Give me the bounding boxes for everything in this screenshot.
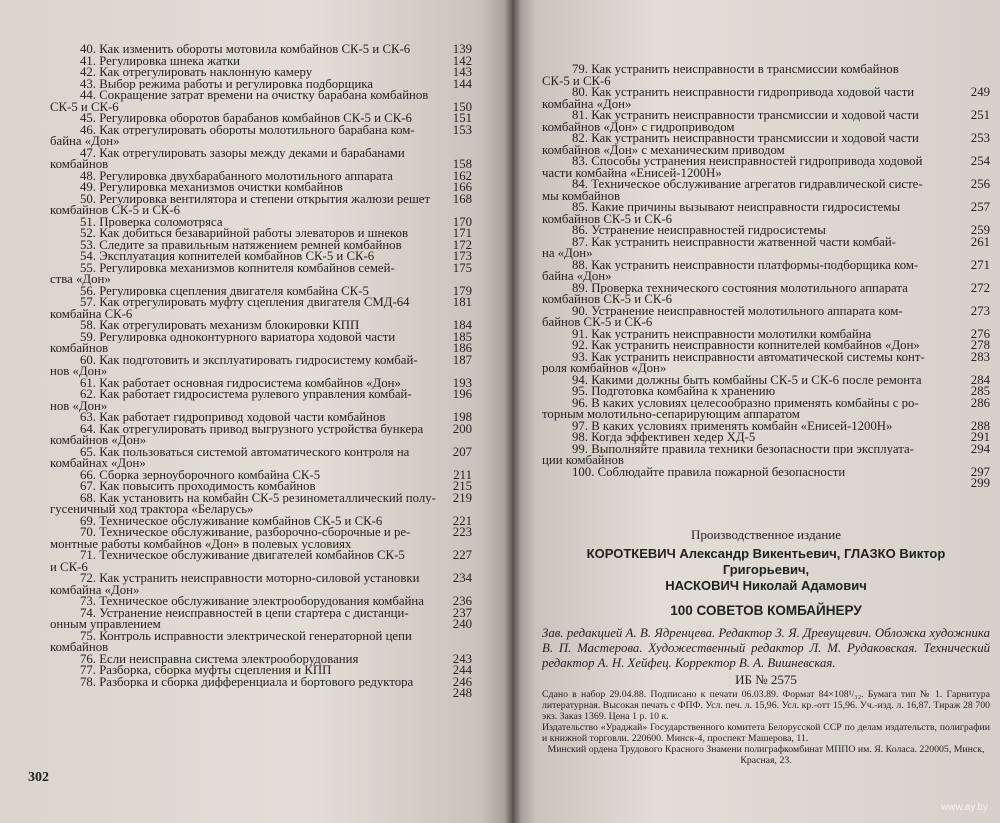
- toc-entry-page: 257: [970, 200, 990, 214]
- toc-entry: [16, 191, 472, 206]
- toc-entry: [16, 539, 472, 551]
- toc-entry-page: 215: [452, 479, 472, 493]
- toc-entry-title: части комбайна «Енисей-1200Н»: [542, 167, 722, 179]
- toc-entry-title: 89. Проверка технического состояния молотильного аппарата: [572, 282, 908, 294]
- toc-entry: [16, 458, 472, 470]
- toc-entry-title: 52. Как добиться безаварийной работы элеваторов и шнеков: [80, 228, 409, 240]
- toc-entry: [542, 64, 990, 76]
- toc-entry-title: 55. Регулировка механизмов копнителя комбайнов семей-: [80, 262, 395, 274]
- toc-entry-page: 256: [970, 177, 990, 191]
- toc-entry-title: 51. Проверка соломотряса: [80, 216, 223, 228]
- toc-entry: [16, 168, 472, 183]
- toc-entry-page: 196: [452, 387, 472, 401]
- toc-entry: [542, 432, 990, 444]
- toc-entry-title: 44. Сокращение затрат времени на очистку барабана комбайнов: [80, 90, 429, 102]
- toc-entry-page: 211: [453, 467, 472, 482]
- toc-entry: [16, 642, 472, 654]
- toc-entry-title: СК-5 и СК-6: [50, 101, 119, 113]
- toc-entry: [542, 363, 990, 375]
- toc-entry: [542, 99, 990, 111]
- toc-entry: [16, 401, 472, 413]
- toc-entry-title: 76. Если неисправна система электрооборудования: [80, 653, 359, 665]
- toc-entry-page: 173: [452, 249, 472, 263]
- toc-entry-page: 273: [970, 303, 990, 318]
- toc-entry-title: мы комбайнов: [542, 190, 621, 202]
- toc-entry-title: 74. Устранение неисправностей в цепи стартера с дистанци-: [80, 607, 409, 619]
- toc-entry: [16, 550, 472, 562]
- toc-entry: [16, 159, 472, 171]
- toc-entry-page: 234: [452, 571, 472, 585]
- toc-entry: [16, 214, 472, 229]
- toc-entry: [16, 148, 472, 160]
- toc-entry-page: 219: [452, 490, 472, 505]
- toc-entry: [542, 294, 990, 306]
- toc-entry: [16, 651, 472, 666]
- toc-entry: [16, 274, 472, 286]
- toc-entry-title: нов «Дон»: [50, 366, 108, 378]
- toc-entry: [542, 133, 990, 145]
- toc-entry-title: 69. Техническое обслуживание комбайнов СК-5 и СК-6: [80, 515, 383, 527]
- toc-entry: [16, 605, 472, 620]
- toc-entry: [16, 444, 472, 459]
- toc-entry-page: 142: [452, 53, 472, 68]
- toc-entry-page: 286: [970, 395, 990, 410]
- toc-entry: [16, 412, 472, 424]
- toc-entry-title: торным молотильно-сепарирующим аппаратом: [542, 409, 800, 421]
- toc-entry-title: на «Дон»: [542, 248, 593, 260]
- toc-entry-page: 168: [452, 191, 472, 206]
- toc-entry-page: 285: [970, 384, 990, 398]
- toc-entry-page: 185: [452, 329, 472, 344]
- toc-entry-title: 75. Контроль исправности электрической генераторной цепи: [80, 630, 412, 642]
- toc-entry-title: онным управлением: [50, 619, 161, 631]
- toc-entry: [16, 297, 472, 309]
- toc-entry-title: 79. Как устранить неисправности в трансмиссии комбайнов: [572, 64, 899, 76]
- editors-credits: Зав. редакцией А. В. Ядренцева. Редактор З. Я. Древущевич. Обложка художника В. П. Мастерова. Художественный редактор Л. М. Рудаковская. Технический редактор А. Н. Хейфец. Корректор В. А. Вишневская.: [542, 625, 990, 670]
- toc-entry-title: и СК-6: [50, 561, 88, 573]
- toc-entry: [542, 280, 990, 295]
- toc-entry-page: 291: [970, 430, 990, 444]
- toc-entry: [542, 464, 990, 479]
- toc-entry-title: ции комбайнов: [542, 455, 624, 467]
- toc-entry-title: 40. Как изменить обороты мотовила комбайнов СК-5 и СК-6: [80, 44, 411, 56]
- toc-entry-title: комбайна СК-6: [50, 308, 133, 320]
- toc-entry: [542, 317, 990, 329]
- toc-entry-page: 251: [970, 108, 990, 122]
- toc-entry-page: 193: [452, 375, 472, 390]
- toc-entry: [542, 156, 990, 168]
- toc-entry-title: 63. Как работает гидропривод ходовой части комбайнов: [80, 412, 386, 424]
- toc-entry-page: 297: [970, 464, 990, 479]
- toc-entry-page: 246: [452, 674, 472, 689]
- toc-entry-page: 254: [970, 154, 990, 168]
- toc-entry-page: 276: [970, 326, 990, 341]
- toc-entry: [16, 619, 472, 631]
- toc-entry-title: 98. Когда эффективен хедер ХД-5: [572, 432, 756, 444]
- toc-entry-title: 96. В каких условиях целесообразно применять комбайны с ро-: [572, 397, 919, 409]
- toc-entry-title: 83. Способы устранения неисправностей гидропривода ходовой: [572, 156, 923, 168]
- toc-entry: [16, 260, 472, 275]
- toc-entry-title: монтные работы комбайнов «Дон» в полевых условиях: [50, 538, 352, 550]
- toc-entry-title: нов «Дон»: [50, 400, 108, 412]
- toc-entry-title: 45. Регулировка оборотов барабанов комбайнов СК-5 и СК-6: [80, 113, 412, 125]
- toc-entry: [16, 435, 472, 447]
- toc-entry-title: 48. Регулировка двухбарабанного молотильного аппарата: [80, 170, 393, 182]
- toc-entry-title: 95. Подготовка комбайна к хранению: [572, 386, 776, 398]
- toc-entry-title: СК-5 и СК-6: [542, 75, 611, 87]
- toc-entry: [542, 340, 990, 352]
- toc-entry: [16, 237, 472, 252]
- watermark: www.ay.by: [940, 802, 988, 813]
- toc-entry: [16, 490, 472, 505]
- toc-entry: [542, 257, 990, 272]
- toc-entry: [542, 225, 990, 237]
- toc-entry-title: 42. Как отрегулировать наклонную камеру: [80, 67, 313, 79]
- toc-entry: [16, 504, 472, 516]
- toc-entry: [16, 674, 472, 689]
- authors-line-1: КОРОТКЕВИЧ Александр Викентьевич, ГЛАЗКО Виктор Григорьевич,: [586, 545, 946, 577]
- toc-entry: [16, 352, 472, 367]
- toc-entry: [16, 90, 472, 102]
- toc-entry-page: 283: [970, 349, 990, 364]
- toc-entry-page: 236: [452, 594, 472, 608]
- toc-entry: [542, 110, 990, 122]
- toc-entry: [16, 136, 472, 148]
- toc-entry-title: 65. Как пользоваться системой автоматического контроля на: [80, 446, 410, 458]
- toc-entry-title: 97. В каких условиях применять комбайн «Енисей-1200Н»: [572, 420, 893, 432]
- toc-entry-page: 271: [970, 257, 990, 272]
- toc-entry: [16, 182, 472, 194]
- toc-entry-title: 64. Как отрегулировать привод выгрузного устройства бункера: [80, 423, 424, 435]
- toc-entry-title: 67. Как повысить проходимость комбайнов: [80, 481, 316, 493]
- toc-entry: [16, 513, 472, 528]
- toc-entry: [16, 562, 472, 574]
- toc-entry: [16, 573, 472, 585]
- toc-entry: [542, 214, 990, 226]
- toc-entry-page: 144: [452, 76, 472, 91]
- toc-entry: [16, 366, 472, 378]
- toc-entry-page: 259: [970, 223, 990, 237]
- toc-entry: [542, 191, 990, 203]
- print-details: Сдано в набор 29.04.88. Подписано к печати 06.03.89. Формат 84×108¹/₃₂. Бумага тип № 1. Гарнитура литературная. Высокая печать с ФПФ. Усл. печ. л. 15,96. Усл. кр.-отт 15,96. Уч.-изд. л. 16,87. Тираж 28 700 экз. Заказ 1369. Цена 1 р. 10 к.: [542, 688, 990, 722]
- toc-entry: [16, 585, 472, 597]
- toc-entry: [542, 441, 990, 456]
- toc-entry-title: байнов СК-5 и СК-6: [542, 317, 653, 329]
- toc-entry: [16, 596, 472, 608]
- toc-entry-title: 58. Как отрегулировать механизм блокировки КПП: [80, 320, 360, 332]
- toc-entry-title: 100. Соблюдайте правила пожарной безопасности: [572, 466, 846, 478]
- toc-entry-title: 87. Как устранить неисправности жатвенной части комбай-: [572, 236, 896, 248]
- toc-entry-title: 43. Выбор режима работы и регулировка подборщика: [80, 78, 373, 90]
- toc-entry-title: 68. Как установить на комбайн СК-5 резинометаллический полу-: [80, 492, 436, 504]
- toc-entry-page: 299: [970, 476, 990, 490]
- toc-entry-title: комбайна «Дон»: [50, 584, 140, 596]
- toc-entry: [542, 478, 990, 490]
- toc-entry: [16, 122, 472, 137]
- toc-entry-title: комбайнов «Дон» с гидроприводом: [542, 121, 735, 133]
- toc-entry-title: 70. Техническое обслуживание, разборочно-сборочные и ре-: [80, 527, 411, 539]
- toc-entry: [16, 251, 472, 263]
- toc-entry-title: комбайнов СК-5 и СК-6: [542, 294, 673, 306]
- toc-entry-page: 158: [452, 157, 472, 171]
- toc-entry: [16, 44, 472, 56]
- toc-entry-title: комбайнов СК-5 и СК-6: [542, 213, 673, 225]
- toc-entry: [542, 145, 990, 157]
- printer-info: Минский ордена Трудового Красного Знамени полиграфкомбинат МППО им. Я. Коласа. 220005, Минск, Красная, 23.: [547, 743, 985, 766]
- toc-entry-page: 294: [970, 441, 990, 456]
- toc-entry-title: комбайна «Дон»: [542, 98, 632, 110]
- toc-entry-title: комбайнов СК-5 и СК-6: [50, 205, 181, 217]
- toc-entry-page: 143: [452, 65, 472, 79]
- toc-entry-page: 151: [452, 111, 472, 125]
- toc-entry-title: 71. Техническое обслуживание двигателей комбайнов СК-5: [80, 550, 405, 562]
- toc-entry: [16, 113, 472, 125]
- toc-entry-title: комбайнов: [50, 642, 109, 654]
- toc-entry: [542, 395, 990, 410]
- toc-entry: [16, 481, 472, 493]
- toc-entry: [16, 320, 472, 332]
- toc-entry-title: 81. Как устранить неисправности трансмиссии и ходовой части: [572, 110, 919, 122]
- toc-entry: [542, 418, 990, 433]
- page-number: 302: [28, 770, 49, 785]
- toc-entry-page: 272: [970, 280, 990, 295]
- toc-entry: [16, 375, 472, 390]
- toc-entry: [542, 455, 990, 467]
- toc-entry-page: 162: [452, 168, 472, 183]
- toc-entry-title: 60. Как подготовить и эксплуатировать гидросистему комбай-: [80, 354, 418, 366]
- toc-entry: [16, 343, 472, 355]
- toc-entry-page: 153: [452, 122, 472, 137]
- toc-entry-title: ства «Дон»: [50, 274, 111, 286]
- toc-entry-title: байна «Дон»: [542, 271, 612, 283]
- toc-entry-title: 50. Регулировка вентилятора и степени открытия жалюзи решет: [80, 193, 431, 205]
- toc-entry-page: 237: [452, 605, 472, 620]
- toc-entry: [16, 67, 472, 79]
- toc-entry: [16, 205, 472, 217]
- toc-entry-title: роля комбайнов «Дон»: [542, 363, 667, 375]
- toc-entry: [542, 372, 990, 387]
- toc-entry-page: 175: [452, 260, 472, 275]
- toc-entry-title: 61. Как работает основная гидросистема комбайнов «Дон»: [80, 377, 401, 389]
- toc-entry: [542, 326, 990, 341]
- toc-entry: [542, 303, 990, 318]
- toc-entry-title: 47. Как отрегулировать зазоры между деками и барабанами: [80, 147, 405, 159]
- toc-entry-title: комбайнов: [50, 159, 109, 171]
- toc-entry-title: 86. Устранение неисправностей гидросистемы: [572, 225, 826, 237]
- toc-entry-title: 90. Устранение неисправностей молотильного аппарата ком-: [572, 305, 903, 317]
- toc-entry-page: 227: [452, 548, 472, 562]
- toc-entry-title: 88. Как устранить неисправности платформы-подборщика ком-: [572, 259, 919, 271]
- toc-entry: [542, 168, 990, 180]
- toc-entry-page: 172: [452, 237, 472, 252]
- toc-entry-title: 77. Разборка, сборка муфты сцепления и КПП: [80, 665, 332, 677]
- toc-entry-page: 288: [970, 418, 990, 433]
- toc-entry: [16, 76, 472, 91]
- toc-entry-page: 150: [452, 99, 472, 114]
- toc-entry-title: комбайнов «Дон» с механическим приводом: [542, 144, 785, 156]
- toc-entry: [16, 309, 472, 321]
- toc-entry-title: 56. Регулировка сцепления двигателя комбайна СК-5: [80, 285, 369, 297]
- toc-entry: [542, 349, 990, 364]
- toc-entry-page: 221: [452, 513, 472, 528]
- toc-entry-title: 62. Как работает гидросистема рулевого управления комбай-: [80, 389, 412, 401]
- toc-entry: [16, 688, 472, 700]
- toc-entry-title: 41. Регулировка шнека жатки: [80, 55, 241, 67]
- toc-entry-page: 186: [452, 341, 472, 355]
- toc-entry-page: 170: [452, 214, 472, 229]
- toc-entry-title: 94. Какими должны быть комбайны СК-5 и СК-6 после ремонта: [572, 374, 922, 386]
- toc-entry-page: 243: [452, 651, 472, 666]
- toc-entry: [16, 421, 472, 436]
- edition-type: Производственное издание: [690, 526, 842, 542]
- toc-entry: [542, 76, 990, 88]
- toc-entry: [542, 202, 990, 214]
- toc-entry-title: 82. Как устранить неисправности трансмиссии и ходовой части: [572, 133, 919, 145]
- toc-entry: [16, 467, 472, 482]
- authors-line-2: НАСКОВИЧ Николай Адамович: [665, 577, 867, 593]
- toc-entry-page: 261: [970, 234, 990, 249]
- toc-entry-page: 171: [452, 226, 472, 240]
- toc-entry-page: 249: [970, 85, 990, 99]
- toc-entry: [542, 386, 990, 398]
- toc-entry-page: 244: [452, 663, 472, 677]
- toc-entry-page: 248: [452, 686, 472, 700]
- toc-entry: [16, 527, 472, 539]
- toc-entry-title: комбайнов «Дон»: [50, 435, 147, 447]
- toc-entry-page: 139: [452, 42, 472, 56]
- book-title: 100 СОВЕТОВ КОМБАЙНЕРУ: [670, 602, 862, 618]
- toc-entry-page: 253: [970, 131, 990, 145]
- toc-entry-page: 181: [452, 295, 472, 309]
- toc-entry: [16, 228, 472, 240]
- toc-entry-page: 184: [452, 318, 472, 332]
- toc-entry-page: 284: [970, 372, 990, 387]
- toc-entry-title: 78. Разборка и сборка дифференциала и бортового редуктора: [80, 676, 414, 688]
- toc-entry: [542, 179, 990, 191]
- toc-entry: [542, 122, 990, 134]
- toc-entry-title: 72. Как устранить неисправности моторно-силовой установки: [80, 573, 420, 585]
- toc-entry-title: 49. Регулировка механизмов очистки комбайнов: [80, 182, 343, 194]
- toc-entry: [16, 329, 472, 344]
- table-of-contents-left: [16, 44, 472, 700]
- toc-entry-page: 200: [452, 421, 472, 436]
- toc-entry-page: 223: [452, 525, 472, 539]
- toc-entry-title: 80. Как устранить неисправности гидропривода ходовой части: [572, 87, 915, 99]
- toc-entry-title: байна «Дон»: [50, 136, 120, 148]
- toc-entry-page: 179: [452, 283, 472, 298]
- toc-entry: [542, 409, 990, 421]
- toc-entry: [542, 87, 990, 99]
- toc-entry: [16, 665, 472, 677]
- toc-entry: [16, 631, 472, 643]
- ib-number: ИБ № 2575: [735, 671, 797, 687]
- toc-entry-title: 46. Как отрегулировать обороты молотильного барабана ком-: [80, 124, 415, 136]
- toc-entry: [16, 53, 472, 68]
- toc-entry-page: 166: [452, 180, 472, 194]
- toc-entry-page: 240: [452, 617, 472, 631]
- toc-entry-title: 66. Сборка зерноуборочного комбайна СК-5: [80, 469, 321, 481]
- toc-entry-title: 59. Регулировка одноконтурного вариатора ходовой части: [80, 331, 396, 343]
- toc-entry-page: 187: [452, 352, 472, 367]
- imprint-block: [542, 528, 990, 766]
- toc-entry-title: 73. Техническое обслуживание электрооборудования комбайна: [80, 596, 424, 608]
- toc-entry-title: комбайнах «Дон»: [50, 458, 146, 470]
- table-of-contents-right: [542, 64, 990, 490]
- toc-entry-title: 93. Как устранить неисправности автоматической системы конт-: [572, 351, 925, 363]
- toc-entry: [16, 389, 472, 401]
- toc-entry-title: комбайнов: [50, 343, 109, 355]
- toc-entry-title: 99. Выполняйте правила техники безопасности при эксплуата-: [572, 443, 914, 455]
- right-page: [512, 0, 1000, 823]
- toc-entry-page: 207: [452, 444, 472, 459]
- toc-entry-title: 91. Как устранить неисправности молотилки комбайна: [572, 328, 872, 340]
- toc-entry-title: 92. Как устранить неисправности копнителей комбайнов «Дон»: [572, 340, 920, 352]
- book-spine-gutter: [505, 0, 521, 823]
- toc-entry-title: 85. Какие причины вызывают неисправности гидросистемы: [572, 202, 901, 214]
- toc-entry-title: 57. Как отрегулировать муфту сцепления двигателя СМД-64: [80, 297, 410, 309]
- toc-entry: [542, 271, 990, 283]
- toc-entry: [542, 234, 990, 249]
- toc-entry-title: гусеничный ход трактора «Беларусь»: [50, 504, 254, 516]
- publisher-info: Издательство «Ураджай» Государственного комитета Белорусской ССР по делам издательств, полиграфии и книжной торговли. 220600. Минск-4, проспект Машерова, 11.: [542, 721, 990, 744]
- toc-entry-title: 84. Техническое обслуживание агрегатов гидравлической систе-: [572, 179, 923, 191]
- toc-entry-page: 198: [452, 410, 472, 424]
- toc-entry-title: 53. Следите за правильным натяжением ремней комбайнов: [80, 239, 402, 251]
- toc-entry: [16, 283, 472, 298]
- toc-entry-page: 278: [970, 338, 990, 352]
- toc-entry: [542, 248, 990, 260]
- toc-entry-title: 54. Эксплуатация копнителей комбайнов СК-5 и СК-6: [80, 251, 375, 263]
- toc-entry: [16, 99, 472, 114]
